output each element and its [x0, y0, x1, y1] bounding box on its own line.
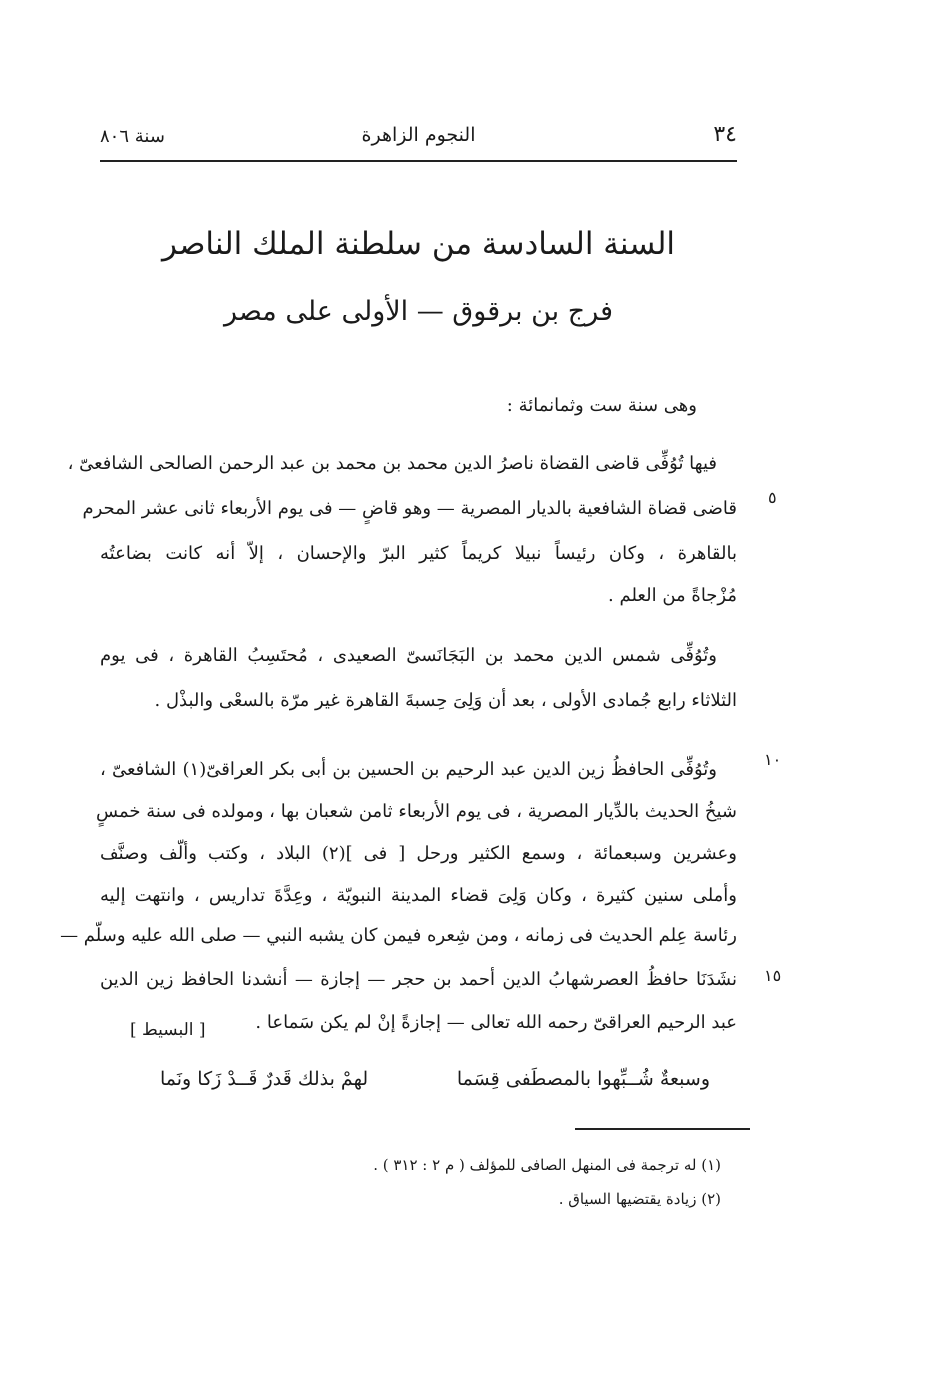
text-line: رئاسة عِلم الحديث فى زمانه ، ومن شِعره فيمن كان يشبه النبي — صلى الله عليه وسلّم —	[60, 925, 737, 946]
text-line: عبد الرحيم العراقىّ رحمه الله تعالى — إجازةً إنْ لم يكن سَماعا .	[255, 1012, 737, 1033]
header-year: سنة ٨٠٦	[100, 126, 165, 147]
line-number-10: ١٠	[764, 750, 782, 769]
text-line: قاضى قضاة الشافعية بالديار المصرية — وهو قاضٍ — فى يوم الأربعاء ثانى عشر المحرم	[82, 498, 737, 519]
text-line: وأملى سنين كثيرة ، وكان وَلِىَ قضاء المدينة النبويّة ، وعِدَّةَ تداريس ، وانتهت إليه	[100, 885, 737, 906]
footnote-1: (١) له ترجمة فى المنهل الصافى للمؤلف ( م ٢ : ٣١٢ ) .	[373, 1156, 721, 1174]
text-line: نشَدَنَا حافظُ العصرشهابُ الدين أحمد بن حجر — إجازة — أنشدنا الحافظ زين الدين	[100, 969, 737, 990]
text-line: الثلاثاء رابع جُمادى الأولى ، بعد أن وَلِىَ حِسبةَ القاهرة غير مرّة بالسعْى والبذْل .	[154, 690, 737, 711]
page-number: ٣٤	[713, 122, 737, 147]
footnote-rule	[575, 1128, 750, 1130]
footnote-2: (٢) زيادة يقتضيها السياق .	[558, 1190, 721, 1208]
verse-hemistich-2: لهمْ بذلك قَدرٌ قَــدْ زَكا ونَما	[160, 1068, 369, 1090]
text-line: وتُوُفِّى الحافظُ زين الدين عبد الرحيم بن الحسين بن أبى بكر العراقىّ(١) الشافعىّ ،	[100, 759, 717, 780]
text-line: بالقاهرة ، وكان رئيساً نبيلا كريماً كثير البرّ والإحسان ، إلاّ أنه كانت بضاعتُه	[100, 543, 737, 564]
text-line: وعشرين وسبعمائة ، وسمع الكثير ورحل [ فى ](٢) البلاد ، وكتب وألّف وصنَّف	[100, 843, 737, 864]
header-rule	[100, 160, 737, 162]
section-subtitle: فرج بن برقوق — الأولى على مصر	[223, 296, 613, 327]
running-header	[100, 122, 737, 154]
verse-meter: [ البسيط ]	[130, 1020, 206, 1040]
text-line: شيخُ الحديث بالدِّيار المصرية ، فى يوم الأربعاء ثامن شعبان بها ، ومولده فى سنة خمسٍ	[96, 801, 737, 822]
text-line: وتُوُفِّى شمس الدين محمد بن البَجَانَسىّ الصعيدى ، مُحتَسِبُ القاهرة ، فى يوم	[100, 645, 717, 666]
line-number-15: ١٥	[764, 966, 782, 985]
intro-text: وهى سنة ست وثمانمائة :	[506, 395, 697, 416]
text-line: فيها تُوُفِّى قاضى القضاة ناصرُ الدين محمد بن محمد بن عبد الرحمن الصالحى الشافعىّ ،	[67, 453, 717, 474]
text-line: مُزْجاةً من العلم .	[608, 585, 737, 606]
section-title: السنة السادسة من سلطنة الملك الناصر	[161, 226, 675, 262]
running-title: النجوم الزاهرة	[361, 124, 476, 146]
verse-hemistich-1: وسبعةٌ شُــبِّهوا بالمصطَفى قِسَما	[456, 1068, 710, 1090]
line-number-5: ٥	[768, 488, 777, 507]
